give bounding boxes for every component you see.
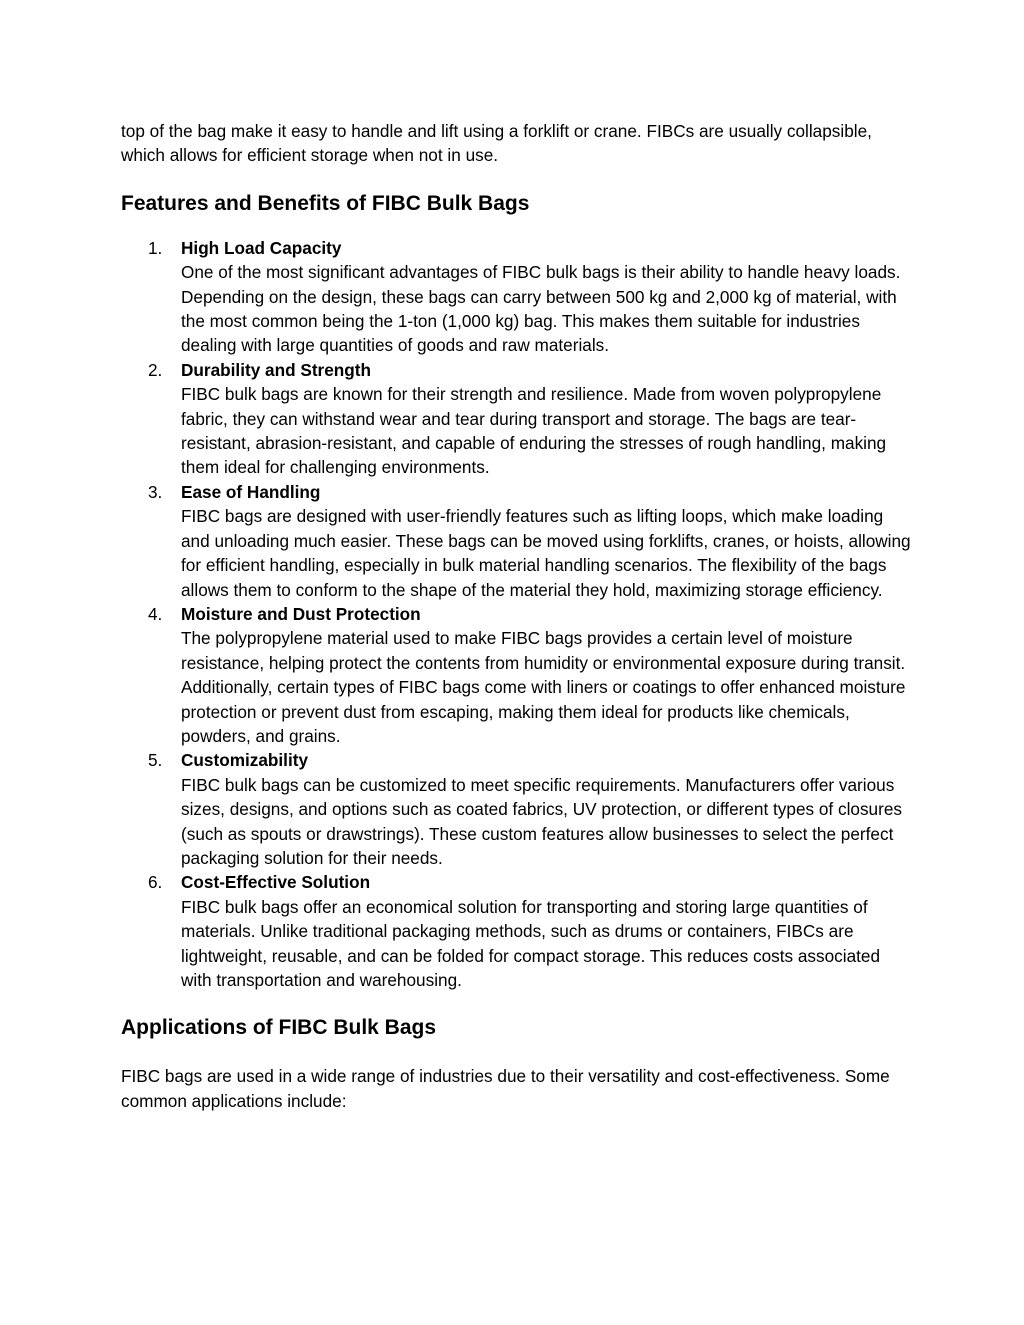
list-item bbox=[121, 748, 911, 870]
features-heading: Features and Benefits of FIBC Bulk Bags bbox=[121, 191, 530, 215]
list-item-number: 2. bbox=[148, 359, 163, 380]
features-list bbox=[121, 236, 911, 993]
list-item-body: FIBC bulk bags offer an economical solution for transporting and storing large quantities of materials. Unlike traditional packaging methods, such as drums or containers, FIBCs are lightweight, reusable, and can be folded for compact storage. This reduces costs associated with transportation and warehousing. bbox=[181, 896, 881, 990]
list-item bbox=[121, 602, 911, 748]
list-item-number: 4. bbox=[148, 603, 163, 624]
list-item bbox=[121, 358, 911, 480]
list-item bbox=[121, 870, 911, 992]
list-item-title: Ease of Handling bbox=[181, 481, 321, 502]
list-item-body: FIBC bags are designed with user-friendly features such as lifting loops, which make loading and unloading much easier. These bags can be moved using forklifts, cranes, or hoists, allowing for efficient handling, especially in bulk material handling scenarios. The flexibility of the bags allows them to conform to the shape of the material they hold, maximizing storage efficiency. bbox=[181, 506, 911, 600]
list-item-title: High Load Capacity bbox=[181, 237, 342, 258]
list-item bbox=[121, 236, 911, 358]
applications-heading: Applications of FIBC Bulk Bags bbox=[121, 1016, 437, 1040]
list-item-title: Cost-Effective Solution bbox=[181, 872, 371, 893]
document-page bbox=[121, 119, 911, 1113]
list-item-body: One of the most significant advantages of FIBC bulk bags is their ability to handle heavy loads. Depending on the design, these bags can carry between 500 kg and 2,000 kg of material, with the most common being the 1-ton (1,000 kg) bag. This makes them suitable for industries dealing with large quantities of goods and raw materials. bbox=[181, 262, 901, 356]
intro-paragraph: top of the bag make it easy to handle and lift using a forklift or crane. FIBCs are usually collapsible, which allows for efficient storage when not in use. bbox=[121, 121, 872, 166]
list-item-body: FIBC bulk bags can be customized to meet specific requirements. Manufacturers offer various sizes, designs, and options such as coated fabrics, UV protection, or different types of closures (such as spouts or drawstrings). These custom features allow businesses to select the perfect packaging solution for their needs. bbox=[181, 774, 902, 868]
list-item-title: Durability and Strength bbox=[181, 359, 372, 380]
list-item-body: FIBC bulk bags are known for their strength and resilience. Made from woven polypropylene fabric, they can withstand wear and tear during transport and storage. The bags are tear-resistant, abrasion-resistant, and capable of enduring the stresses of rough handling, making them ideal for challenging environments. bbox=[181, 384, 887, 478]
list-item-number: 1. bbox=[148, 237, 163, 258]
list-item-number: 3. bbox=[148, 481, 163, 502]
list-item-body: The polypropylene material used to make FIBC bags provides a certain level of moisture resistance, helping protect the contents from humidity or environmental exposure during transit. Additionally, certain types of FIBC bags come with liners or coatings to offer enhanced moisture protection or prevent dust from escaping, making them ideal for products like chemicals, powders, and grains. bbox=[181, 628, 906, 746]
list-item-number: 5. bbox=[148, 750, 163, 771]
list-item-title: Customizability bbox=[181, 750, 309, 771]
list-item bbox=[121, 480, 911, 602]
list-item-title: Moisture and Dust Protection bbox=[181, 603, 421, 624]
applications-intro-paragraph: FIBC bags are used in a wide range of industries due to their versatility and cost-effectiveness. Some common applications include: bbox=[121, 1066, 890, 1111]
list-item-number: 6. bbox=[148, 872, 163, 893]
